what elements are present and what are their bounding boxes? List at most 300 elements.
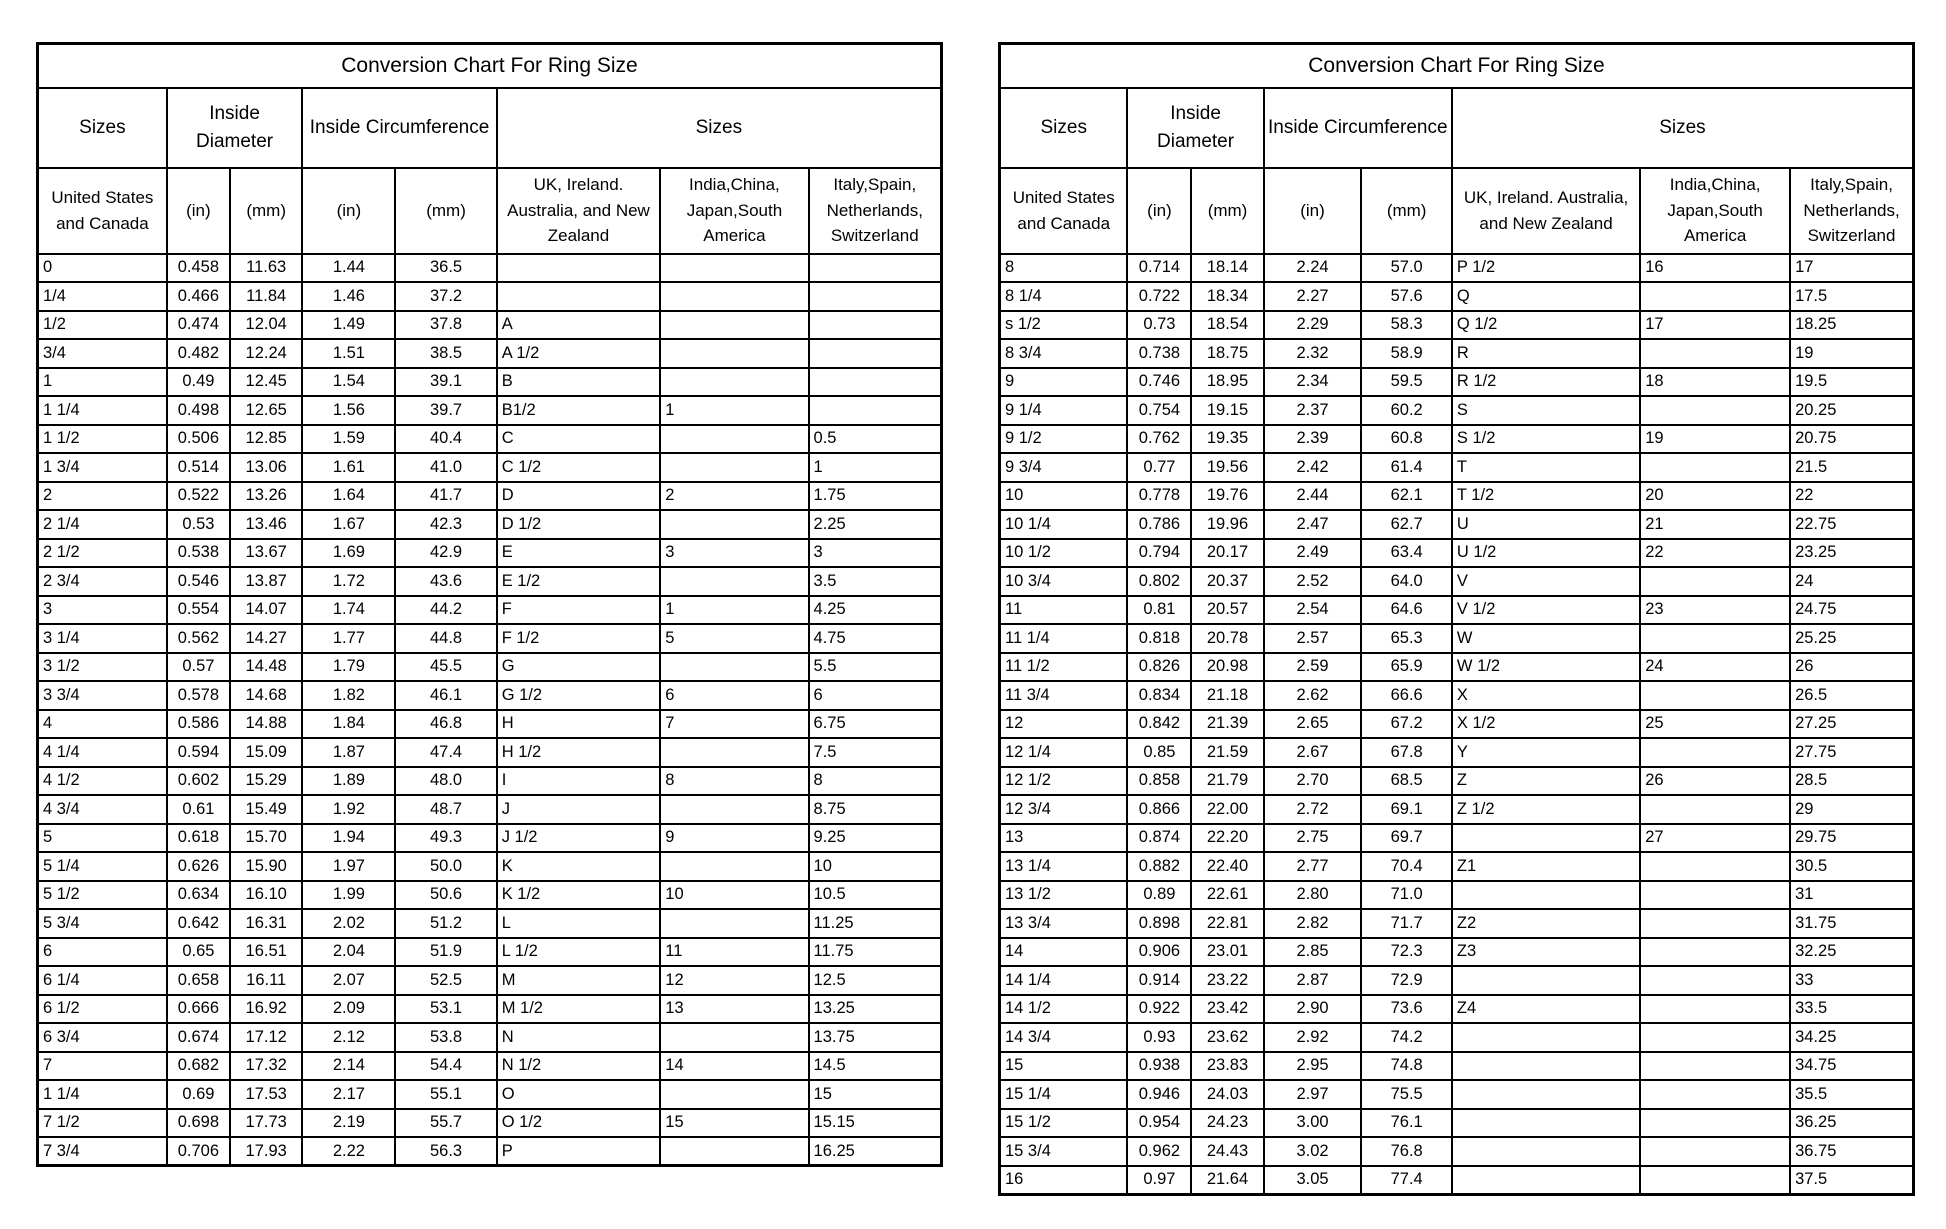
cell-circumference-in: 1.61 xyxy=(302,453,395,482)
cell-diameter-in: 0.858 xyxy=(1127,767,1191,796)
table-row xyxy=(1000,1080,1914,1109)
cell-diameter-mm: 15.49 xyxy=(230,795,302,824)
table-row xyxy=(38,596,942,625)
cell-circumference-mm: 50.6 xyxy=(395,881,496,910)
group-header-sizes-us: Sizes xyxy=(1000,88,1128,168)
cell-circumference-in: 1.87 xyxy=(302,738,395,767)
cell-diameter-in: 0.53 xyxy=(167,510,230,539)
cell-italy-size: 13.75 xyxy=(809,1023,942,1052)
cell-circumference-mm: 48.7 xyxy=(395,795,496,824)
cell-diameter-in: 0.666 xyxy=(167,995,230,1024)
cell-us-size: 11 3/4 xyxy=(1000,681,1128,710)
table-row xyxy=(38,710,942,739)
table-row xyxy=(1000,824,1914,853)
group-header-inside-diameter: Inside Diameter xyxy=(167,88,303,168)
cell-india-size xyxy=(1640,681,1790,710)
cell-circumference-in: 3.05 xyxy=(1264,1166,1362,1195)
table-row xyxy=(1000,681,1914,710)
cell-diameter-in: 0.842 xyxy=(1127,710,1191,739)
cell-circumference-mm: 42.3 xyxy=(395,510,496,539)
cell-india-size: 8 xyxy=(660,767,808,796)
cell-diameter-mm: 12.85 xyxy=(230,425,302,454)
cell-uk-size: A xyxy=(497,311,661,340)
cell-circumference-in: 2.90 xyxy=(1264,995,1362,1024)
cell-us-size: 6 xyxy=(38,938,167,967)
cell-diameter-in: 0.618 xyxy=(167,824,230,853)
table-row xyxy=(38,1109,942,1138)
cell-circumference-in: 2.97 xyxy=(1264,1080,1362,1109)
column-header-diameter-mm: (mm) xyxy=(1191,168,1263,254)
cell-diameter-mm: 19.35 xyxy=(1191,425,1263,454)
cell-diameter-in: 0.826 xyxy=(1127,653,1191,682)
cell-italy-size: 20.75 xyxy=(1790,425,1913,454)
cell-diameter-mm: 24.03 xyxy=(1191,1080,1263,1109)
cell-us-size: 13 3/4 xyxy=(1000,909,1128,938)
cell-diameter-in: 0.93 xyxy=(1127,1023,1191,1052)
cell-circumference-mm: 64.6 xyxy=(1361,596,1451,625)
cell-circumference-mm: 49.3 xyxy=(395,824,496,853)
cell-us-size: 3 xyxy=(38,596,167,625)
table-row xyxy=(38,681,942,710)
cell-india-size xyxy=(1640,282,1790,311)
cell-india-size xyxy=(660,311,808,340)
cell-us-size: 14 1/4 xyxy=(1000,966,1128,995)
table-row xyxy=(1000,510,1914,539)
cell-us-size: 8 1/4 xyxy=(1000,282,1128,311)
column-header-circumference-in: (in) xyxy=(1264,168,1362,254)
cell-india-size: 6 xyxy=(660,681,808,710)
cell-circumference-in: 2.72 xyxy=(1264,795,1362,824)
cell-italy-size: 28.5 xyxy=(1790,767,1913,796)
cell-us-size: 9 1/2 xyxy=(1000,425,1128,454)
cell-diameter-in: 0.786 xyxy=(1127,510,1191,539)
cell-diameter-in: 0.898 xyxy=(1127,909,1191,938)
cell-italy-size xyxy=(809,396,942,425)
table-row xyxy=(38,1052,942,1081)
cell-us-size: 11 1/4 xyxy=(1000,624,1128,653)
cell-uk-size: P xyxy=(497,1137,661,1166)
cell-circumference-in: 2.37 xyxy=(1264,396,1362,425)
cell-diameter-mm: 24.23 xyxy=(1191,1109,1263,1138)
cell-circumference-mm: 55.1 xyxy=(395,1080,496,1109)
cell-us-size: 12 xyxy=(1000,710,1128,739)
cell-uk-size: S xyxy=(1452,396,1640,425)
table-row xyxy=(38,966,942,995)
cell-italy-size xyxy=(809,339,942,368)
cell-circumference-mm: 57.6 xyxy=(1361,282,1451,311)
cell-uk-size: E 1/2 xyxy=(497,567,661,596)
cell-italy-size: 35.5 xyxy=(1790,1080,1913,1109)
cell-uk-size: C 1/2 xyxy=(497,453,661,482)
cell-italy-size: 36.75 xyxy=(1790,1137,1913,1166)
cell-diameter-in: 0.682 xyxy=(167,1052,230,1081)
cell-diameter-mm: 15.09 xyxy=(230,738,302,767)
cell-uk-size: W xyxy=(1452,624,1640,653)
column-header-circumference-in: (in) xyxy=(302,168,395,254)
cell-diameter-in: 0.722 xyxy=(1127,282,1191,311)
cell-circumference-mm: 51.2 xyxy=(395,909,496,938)
group-header-row xyxy=(1000,88,1914,168)
column-header-uk: UK, Ireland. Australia, and New Zealand xyxy=(497,168,661,254)
cell-italy-size: 22 xyxy=(1790,482,1913,511)
table-title: Conversion Chart For Ring Size xyxy=(1000,44,1914,88)
cell-us-size: 2 1/4 xyxy=(38,510,167,539)
cell-circumference-in: 1.44 xyxy=(302,254,395,283)
cell-circumference-mm: 54.4 xyxy=(395,1052,496,1081)
cell-uk-size xyxy=(1452,1052,1640,1081)
cell-circumference-mm: 65.9 xyxy=(1361,653,1451,682)
cell-italy-size: 16.25 xyxy=(809,1137,942,1166)
cell-circumference-mm: 66.6 xyxy=(1361,681,1451,710)
cell-uk-size: O 1/2 xyxy=(497,1109,661,1138)
cell-diameter-in: 0.562 xyxy=(167,624,230,653)
cell-circumference-in: 3.02 xyxy=(1264,1137,1362,1166)
cell-circumference-mm: 71.7 xyxy=(1361,909,1451,938)
cell-uk-size: C xyxy=(497,425,661,454)
cell-india-size xyxy=(1640,1166,1790,1195)
cell-uk-size xyxy=(1452,1137,1640,1166)
cell-circumference-mm: 69.7 xyxy=(1361,824,1451,853)
cell-uk-size: X 1/2 xyxy=(1452,710,1640,739)
cell-uk-size: D xyxy=(497,482,661,511)
cell-diameter-in: 0.834 xyxy=(1127,681,1191,710)
cell-circumference-mm: 60.2 xyxy=(1361,396,1451,425)
cell-india-size xyxy=(660,653,808,682)
cell-uk-size: J xyxy=(497,795,661,824)
group-header-row xyxy=(38,88,942,168)
cell-circumference-in: 1.46 xyxy=(302,282,395,311)
cell-india-size xyxy=(660,510,808,539)
cell-us-size: 4 3/4 xyxy=(38,795,167,824)
cell-diameter-mm: 11.63 xyxy=(230,254,302,283)
table-row xyxy=(1000,738,1914,767)
cell-india-size xyxy=(660,1080,808,1109)
cell-india-size: 7 xyxy=(660,710,808,739)
cell-diameter-in: 0.802 xyxy=(1127,567,1191,596)
table-row xyxy=(1000,624,1914,653)
cell-italy-size: 33 xyxy=(1790,966,1913,995)
table-body xyxy=(1000,254,1914,1195)
cell-circumference-in: 2.42 xyxy=(1264,453,1362,482)
cell-us-size: 5 3/4 xyxy=(38,909,167,938)
column-header-row xyxy=(1000,168,1914,254)
cell-circumference-mm: 67.2 xyxy=(1361,710,1451,739)
cell-us-size: 1/2 xyxy=(38,311,167,340)
cell-italy-size: 4.75 xyxy=(809,624,942,653)
cell-uk-size: N 1/2 xyxy=(497,1052,661,1081)
cell-uk-size xyxy=(497,254,661,283)
cell-diameter-in: 0.922 xyxy=(1127,995,1191,1024)
cell-circumference-in: 2.52 xyxy=(1264,567,1362,596)
cell-uk-size: F 1/2 xyxy=(497,624,661,653)
table-row xyxy=(1000,966,1914,995)
cell-india-size: 21 xyxy=(1640,510,1790,539)
cell-circumference-mm: 68.5 xyxy=(1361,767,1451,796)
cell-diameter-in: 0.85 xyxy=(1127,738,1191,767)
cell-circumference-in: 2.32 xyxy=(1264,339,1362,368)
cell-india-size xyxy=(1640,396,1790,425)
cell-diameter-in: 0.498 xyxy=(167,396,230,425)
cell-uk-size: E xyxy=(497,539,661,568)
cell-uk-size: W 1/2 xyxy=(1452,653,1640,682)
cell-diameter-mm: 19.15 xyxy=(1191,396,1263,425)
cell-circumference-in: 2.29 xyxy=(1264,311,1362,340)
cell-circumference-mm: 77.4 xyxy=(1361,1166,1451,1195)
cell-uk-size: V xyxy=(1452,567,1640,596)
cell-diameter-mm: 18.34 xyxy=(1191,282,1263,311)
cell-circumference-in: 2.02 xyxy=(302,909,395,938)
cell-italy-size: 20.25 xyxy=(1790,396,1913,425)
cell-diameter-mm: 13.06 xyxy=(230,453,302,482)
cell-us-size: 5 xyxy=(38,824,167,853)
table-row xyxy=(1000,710,1914,739)
cell-circumference-mm: 76.1 xyxy=(1361,1109,1451,1138)
cell-circumference-in: 1.92 xyxy=(302,795,395,824)
cell-us-size: 14 xyxy=(1000,938,1128,967)
cell-india-size: 18 xyxy=(1640,368,1790,397)
cell-circumference-mm: 61.4 xyxy=(1361,453,1451,482)
cell-circumference-in: 2.27 xyxy=(1264,282,1362,311)
table-row xyxy=(38,311,942,340)
cell-diameter-in: 0.938 xyxy=(1127,1052,1191,1081)
cell-india-size xyxy=(660,738,808,767)
cell-us-size: 8 xyxy=(1000,254,1128,283)
cell-italy-size: 5.5 xyxy=(809,653,942,682)
cell-diameter-mm: 14.88 xyxy=(230,710,302,739)
cell-india-size: 17 xyxy=(1640,311,1790,340)
cell-italy-size: 13.25 xyxy=(809,995,942,1024)
table-row xyxy=(1000,368,1914,397)
cell-italy-size: 36.25 xyxy=(1790,1109,1913,1138)
table-row xyxy=(1000,282,1914,311)
table-row xyxy=(38,453,942,482)
cell-diameter-in: 0.466 xyxy=(167,282,230,311)
cell-italy-size: 30.5 xyxy=(1790,852,1913,881)
cell-diameter-mm: 16.11 xyxy=(230,966,302,995)
cell-diameter-mm: 24.43 xyxy=(1191,1137,1263,1166)
cell-diameter-in: 0.61 xyxy=(167,795,230,824)
cell-uk-size: K 1/2 xyxy=(497,881,661,910)
cell-uk-size: A 1/2 xyxy=(497,339,661,368)
cell-diameter-mm: 18.54 xyxy=(1191,311,1263,340)
cell-italy-size: 10 xyxy=(809,852,942,881)
cell-us-size: 13 1/4 xyxy=(1000,852,1128,881)
table-row xyxy=(1000,567,1914,596)
cell-italy-size: 29.75 xyxy=(1790,824,1913,853)
cell-uk-size: R xyxy=(1452,339,1640,368)
cell-us-size: 2 3/4 xyxy=(38,567,167,596)
cell-india-size xyxy=(660,453,808,482)
cell-italy-size xyxy=(809,311,942,340)
cell-diameter-mm: 19.56 xyxy=(1191,453,1263,482)
cell-circumference-in: 1.77 xyxy=(302,624,395,653)
cell-circumference-mm: 71.0 xyxy=(1361,881,1451,910)
table-row xyxy=(1000,1137,1914,1166)
cell-us-size: 1 1/2 xyxy=(38,425,167,454)
cell-circumference-mm: 70.4 xyxy=(1361,852,1451,881)
cell-uk-size: Q 1/2 xyxy=(1452,311,1640,340)
cell-circumference-mm: 58.3 xyxy=(1361,311,1451,340)
cell-diameter-mm: 18.75 xyxy=(1191,339,1263,368)
cell-diameter-in: 0.914 xyxy=(1127,966,1191,995)
table-title: Conversion Chart For Ring Size xyxy=(38,44,942,88)
cell-india-size xyxy=(1640,624,1790,653)
cell-diameter-in: 0.73 xyxy=(1127,311,1191,340)
cell-us-size: 6 1/2 xyxy=(38,995,167,1024)
cell-uk-size: S 1/2 xyxy=(1452,425,1640,454)
cell-india-size xyxy=(660,254,808,283)
cell-diameter-in: 0.866 xyxy=(1127,795,1191,824)
cell-circumference-in: 2.85 xyxy=(1264,938,1362,967)
cell-india-size xyxy=(1640,567,1790,596)
table-row xyxy=(1000,1166,1914,1195)
cell-circumference-in: 1.51 xyxy=(302,339,395,368)
cell-diameter-mm: 12.65 xyxy=(230,396,302,425)
cell-diameter-mm: 13.46 xyxy=(230,510,302,539)
cell-uk-size: G xyxy=(497,653,661,682)
cell-circumference-in: 2.82 xyxy=(1264,909,1362,938)
cell-circumference-in: 2.95 xyxy=(1264,1052,1362,1081)
cell-italy-size: 0.5 xyxy=(809,425,942,454)
cell-uk-size: Z 1/2 xyxy=(1452,795,1640,824)
cell-diameter-mm: 23.83 xyxy=(1191,1052,1263,1081)
cell-italy-size: 24.75 xyxy=(1790,596,1913,625)
cell-uk-size xyxy=(1452,1023,1640,1052)
cell-india-size: 19 xyxy=(1640,425,1790,454)
cell-diameter-mm: 23.22 xyxy=(1191,966,1263,995)
cell-diameter-mm: 14.27 xyxy=(230,624,302,653)
cell-india-size: 2 xyxy=(660,482,808,511)
cell-us-size: 15 1/4 xyxy=(1000,1080,1128,1109)
cell-diameter-in: 0.954 xyxy=(1127,1109,1191,1138)
table-body xyxy=(38,254,942,1166)
cell-italy-size: 3 xyxy=(809,539,942,568)
cell-diameter-in: 0.602 xyxy=(167,767,230,796)
cell-us-size: 9 3/4 xyxy=(1000,453,1128,482)
cell-diameter-in: 0.69 xyxy=(167,1080,230,1109)
cell-india-size xyxy=(660,1137,808,1166)
cell-india-size xyxy=(1640,909,1790,938)
cell-diameter-in: 0.506 xyxy=(167,425,230,454)
cell-circumference-mm: 36.5 xyxy=(395,254,496,283)
column-header-us-canada: United States and Canada xyxy=(38,168,167,254)
cell-diameter-mm: 17.53 xyxy=(230,1080,302,1109)
cell-diameter-mm: 18.14 xyxy=(1191,254,1263,283)
cell-india-size xyxy=(660,1023,808,1052)
cell-circumference-mm: 43.6 xyxy=(395,567,496,596)
cell-diameter-in: 0.762 xyxy=(1127,425,1191,454)
cell-diameter-in: 0.578 xyxy=(167,681,230,710)
cell-us-size: 1/4 xyxy=(38,282,167,311)
cell-uk-size xyxy=(1452,1166,1640,1195)
cell-uk-size: Y xyxy=(1452,738,1640,767)
cell-circumference-mm: 64.0 xyxy=(1361,567,1451,596)
cell-circumference-in: 1.84 xyxy=(302,710,395,739)
table-row xyxy=(1000,995,1914,1024)
table-row xyxy=(1000,909,1914,938)
cell-italy-size: 8.75 xyxy=(809,795,942,824)
cell-circumference-in: 1.89 xyxy=(302,767,395,796)
cell-diameter-in: 0.49 xyxy=(167,368,230,397)
ring-size-conversion-table-left xyxy=(36,42,943,1167)
cell-india-size: 11 xyxy=(660,938,808,967)
cell-diameter-mm: 21.39 xyxy=(1191,710,1263,739)
cell-us-size: 10 1/4 xyxy=(1000,510,1128,539)
cell-italy-size: 25.25 xyxy=(1790,624,1913,653)
cell-italy-size: 24 xyxy=(1790,567,1913,596)
cell-circumference-mm: 55.7 xyxy=(395,1109,496,1138)
cell-diameter-mm: 20.17 xyxy=(1191,539,1263,568)
cell-diameter-mm: 17.93 xyxy=(230,1137,302,1166)
cell-circumference-in: 1.67 xyxy=(302,510,395,539)
cell-italy-size: 6.75 xyxy=(809,710,942,739)
cell-diameter-mm: 14.48 xyxy=(230,653,302,682)
cell-india-size xyxy=(1640,966,1790,995)
cell-circumference-mm: 75.5 xyxy=(1361,1080,1451,1109)
cell-circumference-mm: 44.2 xyxy=(395,596,496,625)
cell-us-size: s 1/2 xyxy=(1000,311,1128,340)
table-row xyxy=(38,510,942,539)
ring-size-conversion-table-right xyxy=(998,42,1915,1196)
cell-circumference-in: 3.00 xyxy=(1264,1109,1362,1138)
cell-italy-size: 15 xyxy=(809,1080,942,1109)
table-row xyxy=(1000,396,1914,425)
cell-us-size: 7 1/2 xyxy=(38,1109,167,1138)
cell-us-size: 16 xyxy=(1000,1166,1128,1195)
cell-diameter-in: 0.754 xyxy=(1127,396,1191,425)
cell-india-size xyxy=(660,368,808,397)
cell-circumference-mm: 74.2 xyxy=(1361,1023,1451,1052)
cell-us-size: 13 1/2 xyxy=(1000,881,1128,910)
cell-india-size xyxy=(1640,938,1790,967)
cell-circumference-in: 2.70 xyxy=(1264,767,1362,796)
cell-india-size xyxy=(1640,738,1790,767)
cell-circumference-in: 1.79 xyxy=(302,653,395,682)
conversion-table xyxy=(998,42,1915,1196)
cell-diameter-in: 0.57 xyxy=(167,653,230,682)
cell-circumference-mm: 37.2 xyxy=(395,282,496,311)
cell-diameter-in: 0.546 xyxy=(167,567,230,596)
cell-circumference-mm: 69.1 xyxy=(1361,795,1451,824)
cell-us-size: 6 1/4 xyxy=(38,966,167,995)
cell-diameter-mm: 16.92 xyxy=(230,995,302,1024)
cell-uk-size: B1/2 xyxy=(497,396,661,425)
cell-circumference-mm: 50.0 xyxy=(395,852,496,881)
cell-diameter-in: 0.458 xyxy=(167,254,230,283)
cell-india-size: 24 xyxy=(1640,653,1790,682)
cell-uk-size: M 1/2 xyxy=(497,995,661,1024)
cell-italy-size: 19 xyxy=(1790,339,1913,368)
cell-india-size: 1 xyxy=(660,396,808,425)
cell-circumference-mm: 46.8 xyxy=(395,710,496,739)
cell-diameter-in: 0.674 xyxy=(167,1023,230,1052)
cell-circumference-in: 2.17 xyxy=(302,1080,395,1109)
cell-diameter-in: 0.882 xyxy=(1127,852,1191,881)
cell-circumference-mm: 62.1 xyxy=(1361,482,1451,511)
table-row xyxy=(1000,938,1914,967)
table-row xyxy=(1000,539,1914,568)
cell-us-size: 14 3/4 xyxy=(1000,1023,1128,1052)
cell-diameter-in: 0.89 xyxy=(1127,881,1191,910)
cell-circumference-in: 1.64 xyxy=(302,482,395,511)
cell-diameter-in: 0.778 xyxy=(1127,482,1191,511)
cell-diameter-mm: 19.96 xyxy=(1191,510,1263,539)
cell-uk-size: L 1/2 xyxy=(497,938,661,967)
cell-uk-size: D 1/2 xyxy=(497,510,661,539)
cell-india-size xyxy=(660,909,808,938)
cell-circumference-in: 2.22 xyxy=(302,1137,395,1166)
cell-us-size: 15 1/2 xyxy=(1000,1109,1128,1138)
